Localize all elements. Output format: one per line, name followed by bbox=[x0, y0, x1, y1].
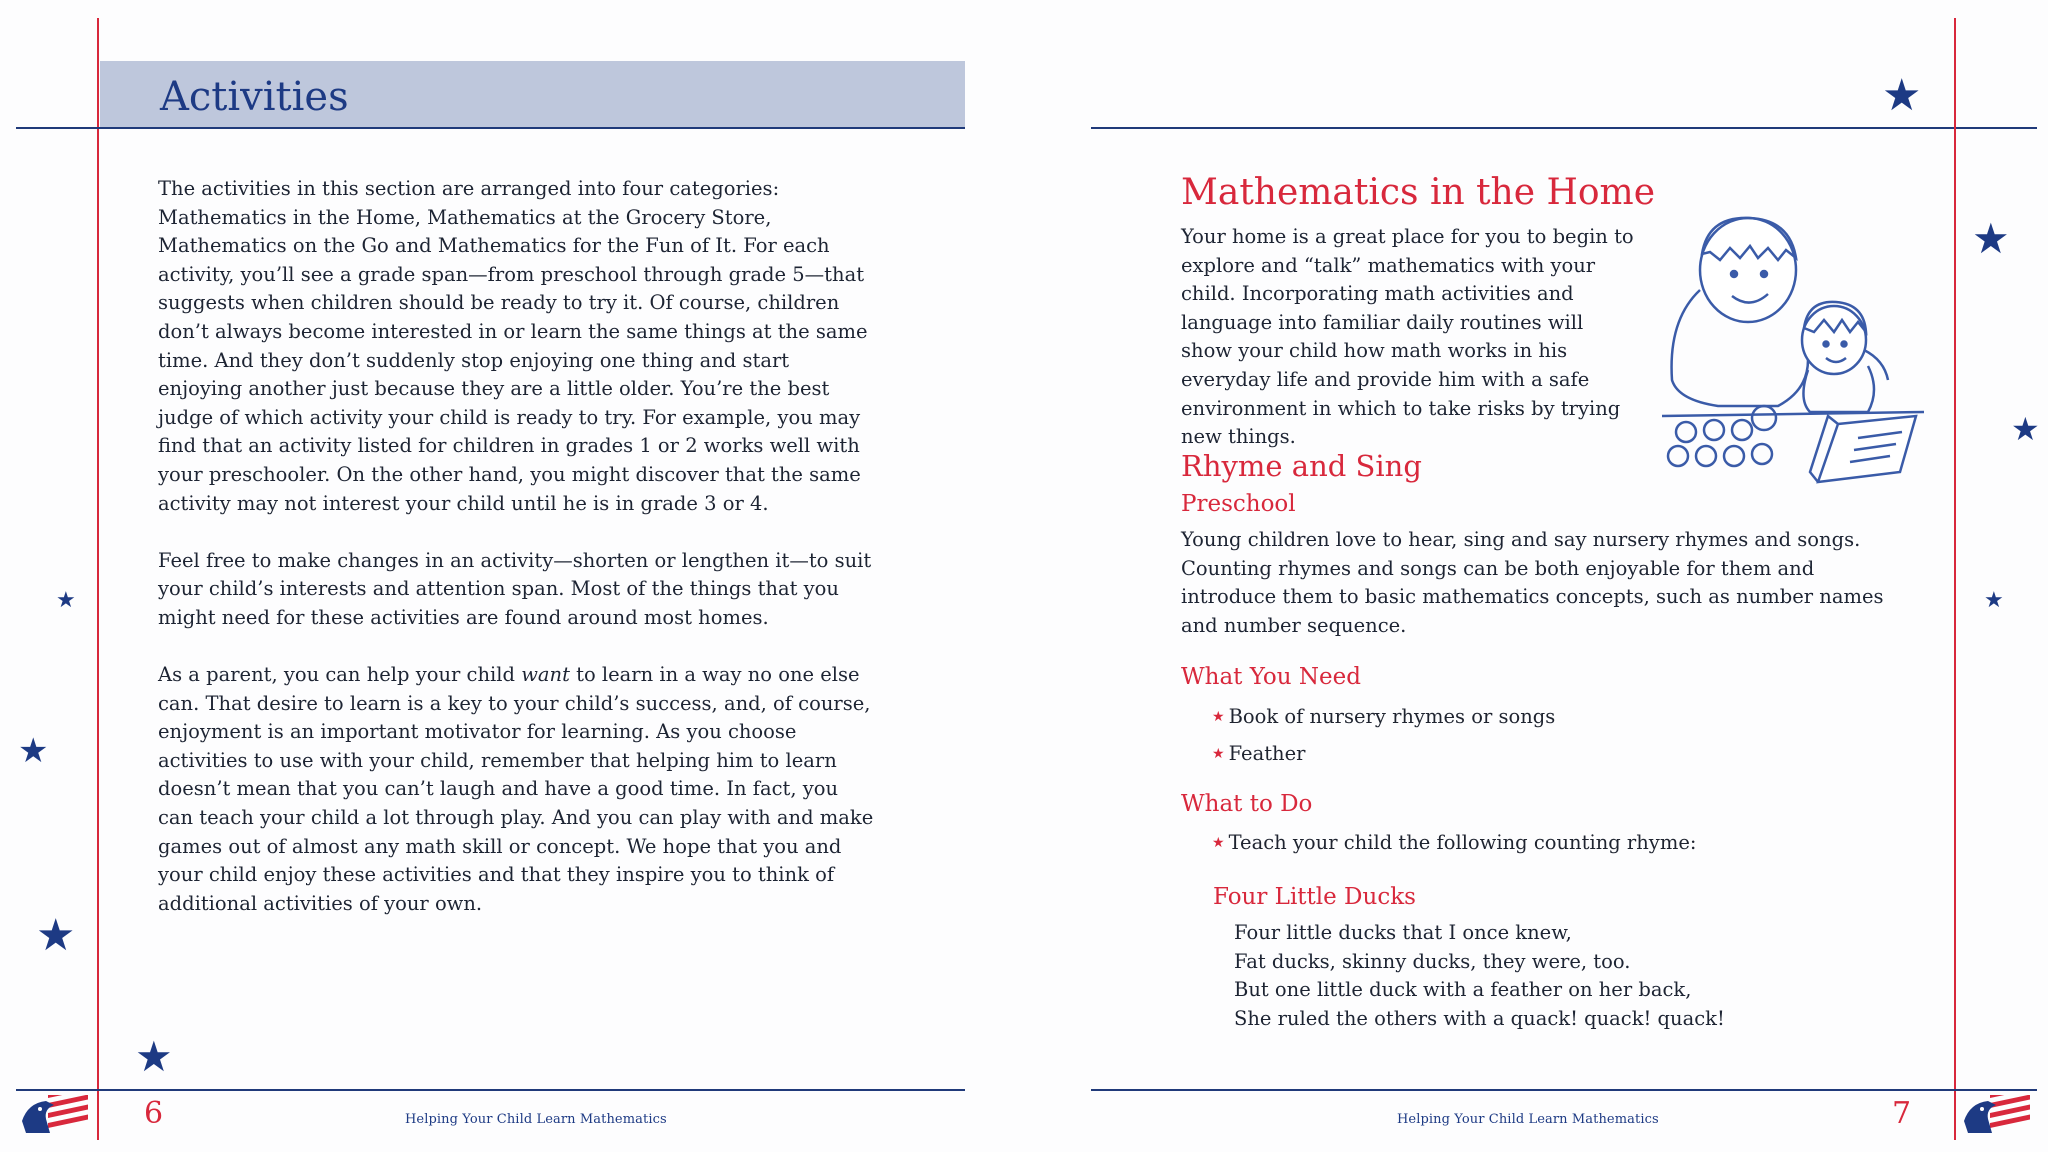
flag-eagle-logo-icon bbox=[1962, 1095, 2032, 1135]
left-paragraph-2: Feel free to make changes in an activity—shorten or lengthen it—to suit your child’s interests and attention span. Most of the things that you might need for these activities are found around most homes. bbox=[158, 548, 872, 629]
rhyme-line: She ruled the others with a quack! quack! quack! bbox=[1234, 1006, 1725, 1030]
left-header-rule bbox=[16, 127, 965, 129]
list-item bbox=[1212, 829, 1696, 859]
page-number-right: 7 bbox=[1892, 1096, 1912, 1131]
right-footer-rule bbox=[1091, 1089, 2037, 1091]
rhyme-line: Four little ducks that I once knew, bbox=[1234, 921, 1572, 944]
section-title: Activities bbox=[160, 74, 349, 120]
bullet-star-icon: ★ bbox=[1212, 746, 1225, 762]
star-icon: ★ bbox=[1984, 588, 2004, 613]
page-number-left: 6 bbox=[144, 1096, 164, 1131]
need-item-text: Feather bbox=[1228, 742, 1306, 765]
activity-description: Young children love to hear, sing and say nursery rhymes and songs. Counting rhymes and songs can be both enjoyable for them and introduce them to basic mathematics concepts, such as number names and number sequence. bbox=[1181, 528, 1884, 637]
need-item-text: Book of nursery rhymes or songs bbox=[1228, 705, 1556, 728]
right-header-rule bbox=[1091, 127, 2037, 129]
rhyme-verse bbox=[1234, 919, 1725, 1033]
section-heading: Mathematics in the Home bbox=[1181, 172, 1655, 213]
right-margin-rule bbox=[1954, 18, 1956, 1140]
star-icon: ★ bbox=[1882, 70, 1922, 121]
bullet-star-icon: ★ bbox=[1212, 835, 1225, 851]
activity-title: Rhyme and Sing bbox=[1181, 449, 1422, 483]
left-body bbox=[158, 175, 878, 947]
what-you-need-heading: What You Need bbox=[1181, 664, 1361, 690]
left-footer-rule bbox=[16, 1089, 965, 1091]
todo-item-text: Teach your child the following counting rhyme: bbox=[1228, 831, 1697, 854]
para3-emphasis: want bbox=[521, 663, 570, 687]
footer-title-left: Helping Your Child Learn Mathematics bbox=[405, 1112, 667, 1127]
para3-text-b: to learn in a way no one else can. That desire to learn is a key to your child’s success, and, of course, enjoyment is an important motivator for learning. As you choose activities to use with your child, remember that helping him to learn doesn’t mean that you can’t laugh and have a good time. In fact, you can teach your child a lot through play. And you can play with and make games out of almost any math skill or concept. We hope that you and your child enjoy these activities and that they inspire you to think of additional activities of your own. bbox=[158, 663, 874, 915]
star-icon: ★ bbox=[56, 588, 76, 613]
intro-paragraph: Your home is a great place for you to begin to explore and “talk” mathematics with your child. Incorporating math activities and language into familiar daily routines will show your child how math works in his everyday life and provide him with a safe environment in which to take risks by trying new things. bbox=[1181, 225, 1634, 449]
flag-eagle-logo-icon bbox=[20, 1095, 90, 1135]
list-item bbox=[1212, 740, 1555, 770]
rhyme-title: Four Little Ducks bbox=[1213, 884, 1416, 910]
parent-child-illustration-icon bbox=[1658, 210, 1928, 490]
bullet-star-icon: ★ bbox=[1212, 709, 1225, 725]
grade-label: Preschool bbox=[1181, 491, 1296, 517]
rhyme-line: Fat ducks, skinny ducks, they were, too. bbox=[1234, 949, 1631, 973]
list-item bbox=[1212, 703, 1555, 733]
para3-text-a: As a parent, you can help your child bbox=[158, 663, 522, 687]
left-margin-rule bbox=[97, 18, 99, 1140]
star-icon: ★ bbox=[1972, 214, 2010, 263]
what-to-do-heading: What to Do bbox=[1181, 791, 1313, 817]
footer-title-right: Helping Your Child Learn Mathematics bbox=[1397, 1112, 1659, 1127]
star-icon: ★ bbox=[18, 731, 49, 771]
left-paragraph-3 bbox=[158, 661, 878, 918]
rhyme-line: But one little duck with a feather on her back, bbox=[1234, 978, 1692, 1002]
todo-list bbox=[1212, 829, 1696, 866]
left-paragraph-1: The activities in this section are arranged into four categories: Mathematics in the Home, Mathematics at the Grocery Store, Mathematics on the Go and Mathematics for the Fun of It. For each activity, you’ll see a grade span—from preschool through grade 5—that suggests when children should be ready to try it. Of course, children don’t always become interested in or learn the same things at the same time. And they don’t suddenly stop enjoying one thing and start enjoying another just because they are a little older. You’re the best judge of which activity your child is ready to try. For example, you may find that an activity listed for children in grades 1 or 2 works well with your preschooler. On the other hand, you might discover that the same activity may not interest your child until he is in grade 3 or 4. bbox=[158, 177, 868, 515]
star-icon: ★ bbox=[2011, 410, 2040, 448]
star-icon: ★ bbox=[135, 1032, 173, 1081]
need-list bbox=[1212, 703, 1555, 777]
star-icon: ★ bbox=[36, 910, 76, 961]
